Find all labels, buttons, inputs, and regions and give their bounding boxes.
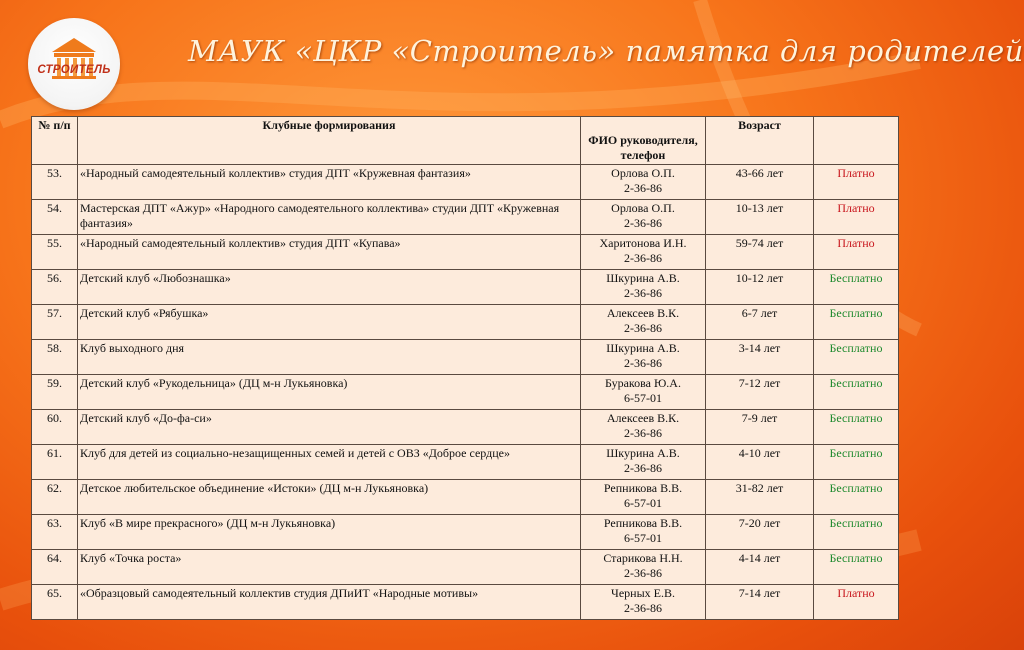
row-head-cell <box>581 340 706 375</box>
row-club-name: Детское любительское объединение «Истоки» (ДЦ м-н Лукьяновка) <box>78 480 581 515</box>
row-club-name: Мастерская ДПТ «Ажур» «Народного самодеятельного коллектива» студии ДПТ «Кружевная фантазия» <box>78 200 581 235</box>
row-club-name: «Образцовый самодеятельный коллектив студия ДПиИТ «Народные мотивы» <box>78 585 581 620</box>
row-head-name: Шкурина А.В. <box>606 341 680 355</box>
row-head-phone: 2-36-86 <box>624 251 662 265</box>
row-head-name: Шкурина А.В. <box>606 271 680 285</box>
row-head-phone: 2-36-86 <box>624 601 662 615</box>
row-head-cell <box>581 200 706 235</box>
row-payment-status: Платно <box>814 235 899 270</box>
table-row <box>32 550 899 585</box>
row-age: 31-82 лет <box>706 480 814 515</box>
row-club-name: Детский клуб «Рябушка» <box>78 305 581 340</box>
row-num: 55. <box>32 235 78 270</box>
row-payment-status: Бесплатно <box>814 410 899 445</box>
row-payment-status: Бесплатно <box>814 375 899 410</box>
table-row <box>32 165 899 200</box>
row-age: 10-12 лет <box>706 270 814 305</box>
table-row <box>32 585 899 620</box>
row-payment-status: Бесплатно <box>814 515 899 550</box>
row-head-phone: 2-36-86 <box>624 321 662 335</box>
row-head-phone: 6-57-01 <box>624 391 662 405</box>
row-num: 54. <box>32 200 78 235</box>
row-num: 61. <box>32 445 78 480</box>
row-head-phone: 2-36-86 <box>624 426 662 440</box>
row-head-name: Алексеев В.К. <box>606 306 680 320</box>
row-head-name: Репникова В.В. <box>603 516 683 530</box>
row-head-name: Буракова Ю.А. <box>605 376 681 390</box>
row-head-name: Старикова Н.Н. <box>603 551 683 565</box>
row-payment-status: Платно <box>814 200 899 235</box>
row-head-phone: 2-36-86 <box>624 356 662 370</box>
row-head-name: Шкурина А.В. <box>606 446 680 460</box>
row-club-name: «Народный самодеятельный коллектив» студия ДПТ «Купава» <box>78 235 581 270</box>
row-num: 65. <box>32 585 78 620</box>
row-club-name: Клуб выходного дня <box>78 340 581 375</box>
row-head-cell <box>581 410 706 445</box>
row-club-name: Детский клуб «Любознашка» <box>78 270 581 305</box>
row-num: 60. <box>32 410 78 445</box>
col-header-name: Клубные формирования <box>78 117 581 165</box>
row-num: 59. <box>32 375 78 410</box>
logo <box>28 18 120 110</box>
row-num: 62. <box>32 480 78 515</box>
row-head-name: Орлова О.П. <box>611 201 675 215</box>
col-header-num: № п/п <box>32 117 78 165</box>
row-age: 7-9 лет <box>706 410 814 445</box>
table-header-row <box>32 117 899 165</box>
row-num: 64. <box>32 550 78 585</box>
row-num: 57. <box>32 305 78 340</box>
row-head-cell <box>581 235 706 270</box>
row-head-cell <box>581 585 706 620</box>
row-num: 63. <box>32 515 78 550</box>
row-head-phone: 2-36-86 <box>624 181 662 195</box>
row-head-name: Черных Е.В. <box>611 586 675 600</box>
row-payment-status: Бесплатно <box>814 340 899 375</box>
row-num: 53. <box>32 165 78 200</box>
table-row <box>32 515 899 550</box>
table-row <box>32 340 899 375</box>
row-payment-status: Бесплатно <box>814 270 899 305</box>
row-head-phone: 2-36-86 <box>624 461 662 475</box>
row-payment-status: Платно <box>814 585 899 620</box>
table-row <box>32 480 899 515</box>
row-age: 6-7 лет <box>706 305 814 340</box>
row-club-name: «Народный самодеятельный коллектив» студия ДПТ «Кружевная фантазия» <box>78 165 581 200</box>
row-age: 3-14 лет <box>706 340 814 375</box>
row-head-cell <box>581 550 706 585</box>
table-row <box>32 200 899 235</box>
row-head-cell <box>581 515 706 550</box>
row-head-phone: 6-57-01 <box>624 531 662 545</box>
row-head-cell <box>581 305 706 340</box>
row-head-phone: 6-57-01 <box>624 496 662 510</box>
row-club-name: Детский клуб «Рукодельница» (ДЦ м-н Лукьяновка) <box>78 375 581 410</box>
table-row <box>32 410 899 445</box>
row-age: 7-20 лет <box>706 515 814 550</box>
row-age: 7-12 лет <box>706 375 814 410</box>
row-age: 59-74 лет <box>706 235 814 270</box>
page-title: МАУК «ЦКР «Строитель» памятка для родителей <box>188 34 1024 68</box>
row-payment-status: Бесплатно <box>814 445 899 480</box>
table-row <box>32 270 899 305</box>
row-club-name: Клуб для детей из социально-незащищенных семей и детей с ОВЗ «Доброе сердце» <box>78 445 581 480</box>
row-club-name: Детский клуб «До-фа-си» <box>78 410 581 445</box>
col-header-age: Возраст <box>706 117 814 165</box>
row-head-cell <box>581 165 706 200</box>
row-num: 56. <box>32 270 78 305</box>
table-row <box>32 375 899 410</box>
row-payment-status: Платно <box>814 165 899 200</box>
row-head-name: Алексеев В.К. <box>606 411 680 425</box>
row-head-name: Орлова О.П. <box>611 166 675 180</box>
row-head-cell <box>581 270 706 305</box>
row-head-phone: 2-36-86 <box>624 566 662 580</box>
row-head-cell <box>581 445 706 480</box>
row-payment-status: Бесплатно <box>814 480 899 515</box>
row-club-name: Клуб «В мире прекрасного» (ДЦ м-н Лукьяновка) <box>78 515 581 550</box>
row-head-cell <box>581 375 706 410</box>
row-head-cell <box>581 480 706 515</box>
table-row <box>32 235 899 270</box>
row-payment-status: Бесплатно <box>814 305 899 340</box>
row-age: 4-10 лет <box>706 445 814 480</box>
clubs-table <box>31 116 898 620</box>
row-age: 4-14 лет <box>706 550 814 585</box>
row-head-name: Харитонова И.Н. <box>599 236 687 250</box>
col-header-payment <box>814 117 899 165</box>
row-head-phone: 2-36-86 <box>624 286 662 300</box>
row-club-name: Клуб «Точка роста» <box>78 550 581 585</box>
logo-text: СТРОИТЕЛЬ <box>37 64 111 76</box>
row-payment-status: Бесплатно <box>814 550 899 585</box>
row-head-name: Репникова В.В. <box>603 481 683 495</box>
table-row <box>32 305 899 340</box>
row-age: 10-13 лет <box>706 200 814 235</box>
table-row <box>32 445 899 480</box>
col-header-head: ФИО руководителя, телефон <box>581 117 706 165</box>
row-age: 43-66 лет <box>706 165 814 200</box>
row-num: 58. <box>32 340 78 375</box>
row-head-phone: 2-36-86 <box>624 216 662 230</box>
row-age: 7-14 лет <box>706 585 814 620</box>
